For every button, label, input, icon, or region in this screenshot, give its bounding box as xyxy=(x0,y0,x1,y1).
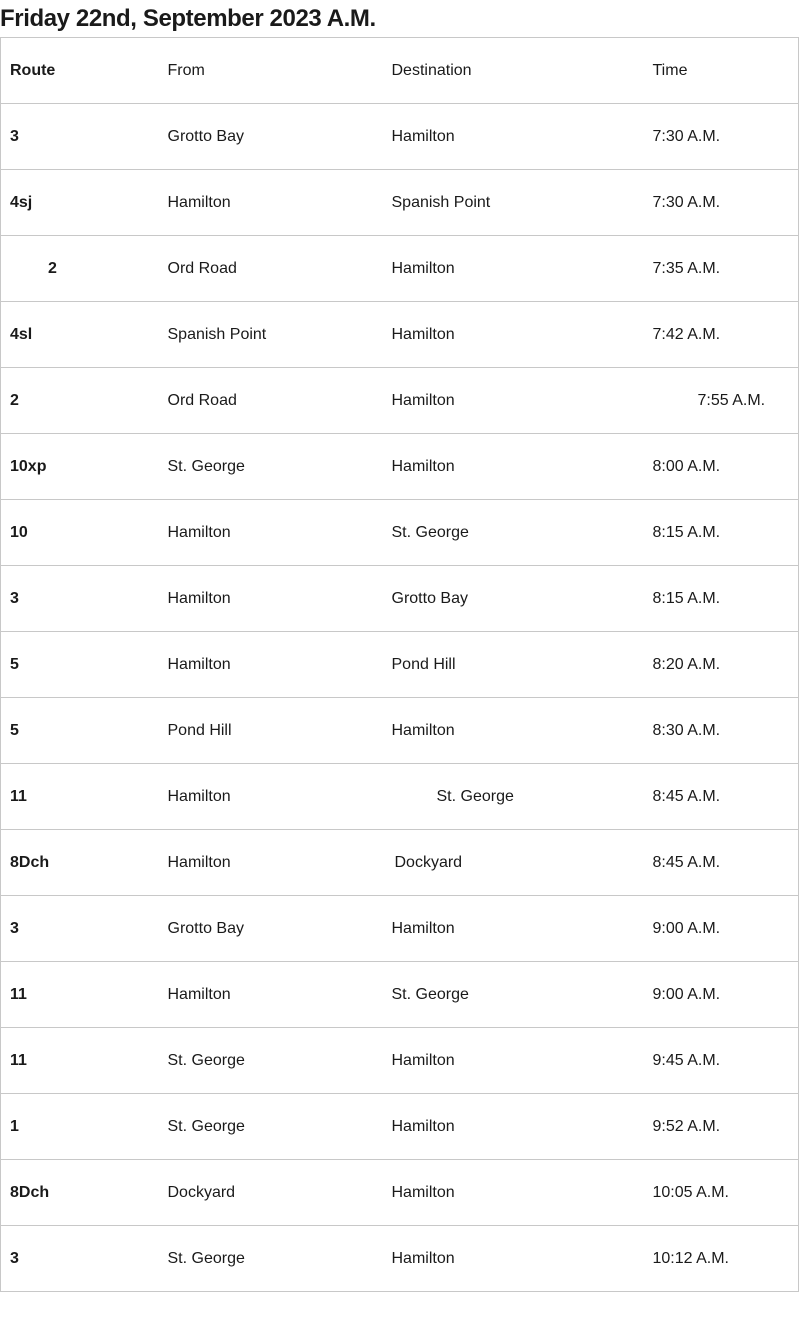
from-cell xyxy=(168,1226,392,1292)
from-cell-text: St. George xyxy=(167,457,245,475)
time-cell-text: 9:00 A.M. xyxy=(652,985,721,1003)
route-cell xyxy=(1,104,168,170)
route-cell-text: 3 xyxy=(10,127,19,145)
destination-cell-text: Hamilton xyxy=(391,1051,455,1069)
header-from: From xyxy=(168,38,392,104)
destination-cell-text: Hamilton xyxy=(391,457,455,475)
from-cell xyxy=(168,434,392,500)
from-cell xyxy=(168,236,392,302)
destination-cell-text: St. George xyxy=(391,523,469,541)
from-cell xyxy=(168,170,392,236)
destination-cell xyxy=(392,896,653,962)
time-cell xyxy=(653,500,799,566)
from-cell-text: Hamilton xyxy=(167,787,231,805)
from-cell xyxy=(168,302,392,368)
from-cell xyxy=(168,368,392,434)
destination-cell xyxy=(392,170,653,236)
destination-cell xyxy=(392,764,653,830)
from-cell xyxy=(168,896,392,962)
from-cell xyxy=(168,566,392,632)
route-cell-text: 8Dch xyxy=(10,1183,50,1201)
destination-cell xyxy=(392,368,653,434)
destination-cell xyxy=(392,566,653,632)
time-cell-text: 8:00 A.M. xyxy=(652,457,721,475)
page-title: Friday 22nd, September 2023 A.M. xyxy=(0,5,376,32)
from-cell xyxy=(168,1028,392,1094)
route-cell xyxy=(1,1094,168,1160)
time-cell-text: 9:45 A.M. xyxy=(652,1051,721,1069)
from-cell xyxy=(168,500,392,566)
time-cell xyxy=(653,170,799,236)
destination-cell xyxy=(392,302,653,368)
from-cell-text: Hamilton xyxy=(167,589,231,607)
time-cell-text: 8:15 A.M. xyxy=(652,523,721,541)
from-cell-text: Hamilton xyxy=(167,853,231,871)
destination-cell xyxy=(392,1226,653,1292)
route-cell xyxy=(1,764,168,830)
route-cell xyxy=(1,1028,168,1094)
destination-cell-text: Hamilton xyxy=(391,919,455,937)
time-cell-text: 10:05 A.M. xyxy=(652,1183,729,1201)
destination-cell xyxy=(392,632,653,698)
destination-cell xyxy=(392,1094,653,1160)
time-cell-text: 8:45 A.M. xyxy=(652,853,721,871)
destination-cell xyxy=(392,830,653,896)
destination-cell-text: Grotto Bay xyxy=(391,589,468,607)
route-cell-text: 11 xyxy=(10,1051,27,1069)
route-cell xyxy=(1,368,168,434)
from-cell-text: Grotto Bay xyxy=(167,919,244,937)
time-cell xyxy=(653,632,799,698)
from-cell-text: Hamilton xyxy=(167,655,231,673)
route-cell xyxy=(1,830,168,896)
time-cell-text: 8:30 A.M. xyxy=(652,721,721,739)
route-cell xyxy=(1,302,168,368)
table-row xyxy=(1,236,799,302)
destination-cell-text: Hamilton xyxy=(391,1117,455,1135)
destination-cell-text: Hamilton xyxy=(391,325,455,343)
destination-cell-text: Hamilton xyxy=(391,391,455,409)
from-cell xyxy=(168,104,392,170)
from-cell xyxy=(168,1094,392,1160)
time-cell-text: 7:30 A.M. xyxy=(652,127,721,145)
table-row xyxy=(1,1160,799,1226)
time-cell-text: 7:30 A.M. xyxy=(652,193,721,211)
route-cell xyxy=(1,962,168,1028)
table-row xyxy=(1,764,799,830)
route-cell xyxy=(1,1160,168,1226)
time-cell xyxy=(653,764,799,830)
time-cell xyxy=(653,566,799,632)
table-row xyxy=(1,434,799,500)
time-cell xyxy=(653,368,799,434)
from-cell-text: Ord Road xyxy=(167,259,237,277)
bus-schedule-table xyxy=(0,37,799,1292)
from-cell-text: St. George xyxy=(167,1051,245,1069)
table-row xyxy=(1,170,799,236)
from-cell xyxy=(168,698,392,764)
table-row xyxy=(1,368,799,434)
table-row xyxy=(1,566,799,632)
table-row xyxy=(1,302,799,368)
table-row xyxy=(1,104,799,170)
from-cell-text: Ord Road xyxy=(167,391,237,409)
table-row xyxy=(1,500,799,566)
time-cell-text: 9:52 A.M. xyxy=(652,1117,721,1135)
time-cell-text: 7:42 A.M. xyxy=(652,325,721,343)
time-cell xyxy=(653,1226,799,1292)
route-cell-text: 5 xyxy=(10,721,19,739)
from-cell-text: Dockyard xyxy=(167,1183,236,1201)
route-cell xyxy=(1,1226,168,1292)
route-cell-text: 5 xyxy=(10,655,19,673)
table-row xyxy=(1,830,799,896)
table-row xyxy=(1,1028,799,1094)
route-cell xyxy=(1,500,168,566)
destination-cell-text: Dockyard xyxy=(394,853,463,871)
route-cell-text: 2 xyxy=(48,259,57,277)
destination-cell-text: Hamilton xyxy=(391,259,455,277)
time-cell xyxy=(653,104,799,170)
from-cell-text: Hamilton xyxy=(167,193,231,211)
time-cell xyxy=(653,302,799,368)
time-cell xyxy=(653,962,799,1028)
from-cell-text: Hamilton xyxy=(167,985,231,1003)
route-cell-text: 1 xyxy=(10,1117,19,1135)
route-cell-text: 11 xyxy=(10,985,27,1003)
destination-cell xyxy=(392,104,653,170)
destination-cell-text: Pond Hill xyxy=(391,655,456,673)
route-cell xyxy=(1,434,168,500)
time-cell xyxy=(653,698,799,764)
time-cell-text: 10:12 A.M. xyxy=(652,1249,729,1267)
from-cell-text: Grotto Bay xyxy=(167,127,244,145)
route-cell-text: 11 xyxy=(10,787,27,805)
destination-cell xyxy=(392,236,653,302)
route-cell xyxy=(1,170,168,236)
route-cell xyxy=(1,896,168,962)
time-cell-text: 9:00 A.M. xyxy=(652,919,721,937)
time-cell xyxy=(653,1094,799,1160)
time-cell xyxy=(653,236,799,302)
route-cell-text: 2 xyxy=(10,391,19,409)
destination-cell xyxy=(392,500,653,566)
route-cell xyxy=(1,566,168,632)
destination-cell xyxy=(392,1160,653,1226)
route-cell xyxy=(1,236,168,302)
destination-cell-text: Spanish Point xyxy=(391,193,491,211)
from-cell xyxy=(168,764,392,830)
table-row xyxy=(1,962,799,1028)
route-cell-text: 8Dch xyxy=(10,853,50,871)
time-cell-text: 7:55 A.M. xyxy=(697,391,766,409)
table-header-row xyxy=(1,38,799,104)
time-cell-text: 8:45 A.M. xyxy=(652,787,721,805)
time-cell xyxy=(653,830,799,896)
route-cell-text: 3 xyxy=(10,589,19,607)
time-cell-text: 8:20 A.M. xyxy=(652,655,721,673)
time-cell-text: 8:15 A.M. xyxy=(652,589,721,607)
time-cell xyxy=(653,1028,799,1094)
route-cell xyxy=(1,632,168,698)
time-cell xyxy=(653,434,799,500)
route-cell-text: 4sl xyxy=(10,325,33,343)
from-cell xyxy=(168,1160,392,1226)
route-cell-text: 3 xyxy=(10,919,19,937)
header-time: Time xyxy=(653,38,799,104)
destination-cell-text: Hamilton xyxy=(391,1249,455,1267)
table-row xyxy=(1,698,799,764)
from-cell xyxy=(168,632,392,698)
route-cell-text: 3 xyxy=(10,1249,19,1267)
header-destination: Destination xyxy=(392,38,653,104)
from-cell xyxy=(168,962,392,1028)
time-cell xyxy=(653,896,799,962)
from-cell-text: Spanish Point xyxy=(167,325,267,343)
from-cell-text: St. George xyxy=(167,1249,245,1267)
destination-cell-text: Hamilton xyxy=(391,1183,455,1201)
destination-cell-text: St. George xyxy=(391,985,469,1003)
route-cell xyxy=(1,698,168,764)
route-cell-text: 10 xyxy=(10,523,28,541)
table-row xyxy=(1,632,799,698)
destination-cell xyxy=(392,698,653,764)
time-cell xyxy=(653,1160,799,1226)
destination-cell-text: Hamilton xyxy=(391,127,455,145)
route-cell-text: 10xp xyxy=(10,457,47,475)
table-row xyxy=(1,1094,799,1160)
from-cell xyxy=(168,830,392,896)
destination-cell-text: St. George xyxy=(436,787,514,805)
destination-cell xyxy=(392,962,653,1028)
destination-cell xyxy=(392,434,653,500)
table-row xyxy=(1,896,799,962)
time-cell-text: 7:35 A.M. xyxy=(652,259,721,277)
destination-cell-text: Hamilton xyxy=(391,721,455,739)
route-cell-text: 4sj xyxy=(10,193,33,211)
destination-cell xyxy=(392,1028,653,1094)
from-cell-text: St. George xyxy=(167,1117,245,1135)
header-route: Route xyxy=(1,38,168,104)
table-row xyxy=(1,1226,799,1292)
from-cell-text: Hamilton xyxy=(167,523,231,541)
from-cell-text: Pond Hill xyxy=(167,721,232,739)
